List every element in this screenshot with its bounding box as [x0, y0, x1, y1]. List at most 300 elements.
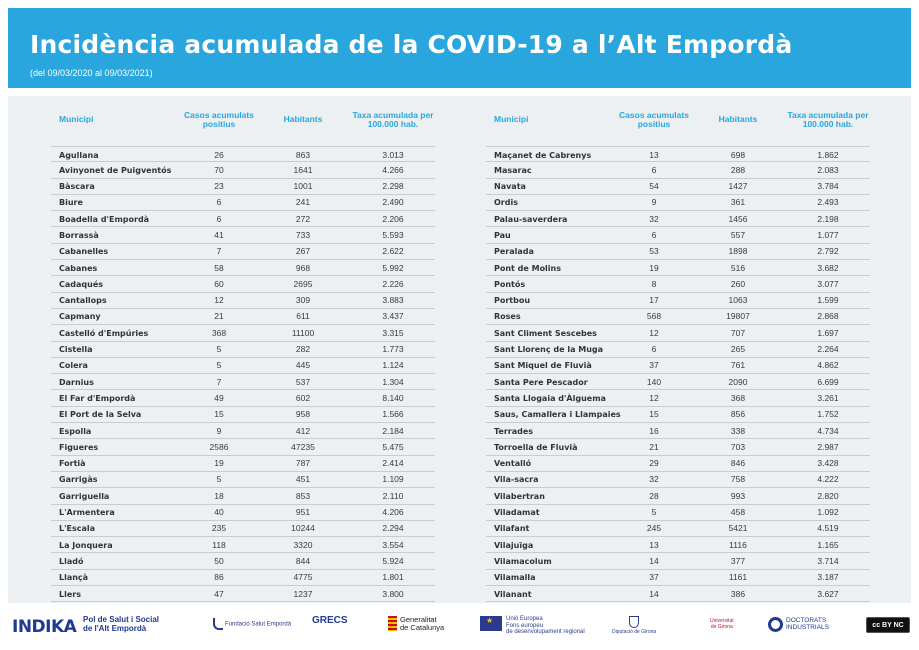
- col-casos: Casos acumulats positius: [619, 110, 689, 129]
- table-row: [486, 244, 870, 260]
- indika-line1: Pol de Salut i Social: [83, 615, 160, 624]
- municipi-cell: Pau: [494, 230, 511, 240]
- municipi-cell: Fortià: [59, 459, 86, 469]
- municipi-cell: Castelló d'Empúries: [59, 328, 149, 338]
- table-row: [51, 586, 435, 602]
- municipi-cell: Figueres: [59, 442, 99, 452]
- habitants-cell: 1427: [728, 181, 748, 192]
- casos-cell: 6: [651, 229, 657, 240]
- casos-cell: 6: [216, 213, 222, 224]
- casos-cell: 14: [649, 588, 659, 599]
- habitants-cell: 968: [295, 262, 311, 273]
- taxa-cell: 2.110: [382, 490, 404, 501]
- municipi-cell: Borrassà: [59, 230, 99, 240]
- table-row: [51, 195, 435, 211]
- table-row: [486, 309, 870, 325]
- municipi-cell: Santa Llogaia d'Àlguema: [494, 393, 606, 403]
- casos-cell: 7: [216, 246, 222, 257]
- municipi-cell: Pont de Molins: [494, 263, 561, 273]
- taxa-cell: 4.519: [817, 523, 839, 534]
- taxa-cell: 3.800: [382, 588, 404, 599]
- taxa-cell: 1.801: [382, 572, 404, 583]
- fundacio-logo: [213, 618, 291, 630]
- habitants-cell: 1237: [293, 588, 313, 599]
- eu-flag-icon: [480, 616, 502, 631]
- taxa-cell: 1.124: [382, 360, 404, 371]
- municipi-cell: Viladamat: [494, 508, 540, 518]
- taxa-cell: 2.083: [817, 164, 839, 175]
- habitants-cell: 1001: [293, 181, 313, 192]
- header-banner: [8, 8, 911, 88]
- casos-cell: 235: [211, 523, 227, 534]
- habitants-cell: 761: [730, 360, 746, 371]
- fundacio-logo-icon: [213, 618, 223, 630]
- habitants-cell: 993: [730, 490, 746, 501]
- table-row: [51, 276, 435, 292]
- taxa-cell: 3.784: [817, 181, 839, 192]
- habitants-cell: 288: [730, 164, 746, 175]
- taxa-cell: 6.699: [817, 376, 839, 387]
- casos-cell: 2586: [209, 441, 229, 452]
- table-row: [51, 374, 435, 390]
- page-subtitle: (del 09/03/2020 al 09/03/2021): [30, 68, 153, 78]
- grecs-logo: GRECS: [312, 615, 348, 626]
- table-row: [51, 488, 435, 504]
- habitants-cell: 611: [296, 311, 310, 322]
- taxa-cell: 2.264: [817, 344, 839, 355]
- table-row: [51, 537, 435, 553]
- casos-cell: 37: [649, 572, 659, 583]
- casos-cell: 47: [214, 588, 224, 599]
- habitants-cell: 2090: [728, 376, 748, 387]
- municipi-cell: Ordis: [494, 198, 518, 208]
- col-municipi: Municipi: [494, 114, 529, 124]
- taxa-cell: 1.697: [817, 327, 839, 338]
- table-row: [51, 309, 435, 325]
- col-taxa: Taxa acumulada per 100.000 hab.: [352, 110, 434, 129]
- taxa-cell: 4.206: [382, 507, 404, 518]
- table-row: [486, 146, 870, 162]
- table-row: [51, 390, 435, 406]
- municipi-cell: Pontós: [494, 279, 526, 289]
- table-row: [486, 179, 870, 195]
- casos-cell: 28: [649, 490, 659, 501]
- casos-cell: 37: [649, 360, 659, 371]
- habitants-cell: 2695: [293, 278, 313, 289]
- col-habitants: Habitants: [283, 114, 323, 124]
- taxa-cell: 4.266: [382, 164, 404, 175]
- ue-line2: Fons europeu: [506, 622, 544, 629]
- casos-cell: 18: [214, 490, 224, 501]
- municipi-cell: Capmany: [59, 312, 101, 322]
- taxa-cell: 2.792: [817, 246, 839, 257]
- municipi-cell: Cadaqués: [59, 279, 104, 289]
- doct-line2: INDUSTRIALS: [786, 624, 829, 631]
- table-row: [51, 146, 435, 162]
- municipi-cell: Cabanes: [59, 263, 98, 273]
- casos-cell: 29: [649, 458, 659, 469]
- table-row: [51, 521, 435, 537]
- table-row: [486, 162, 870, 178]
- table-body: [486, 146, 870, 602]
- col-habitants: Habitants: [718, 114, 758, 124]
- municipi-cell: Lladó: [59, 556, 84, 566]
- gencat-bars-icon: [388, 616, 397, 631]
- table-row: [51, 505, 435, 521]
- municipi-cell: Vilamalla: [494, 573, 536, 583]
- casos-cell: 32: [649, 474, 659, 485]
- taxa-cell: 8.140: [382, 392, 404, 403]
- habitants-cell: 309: [295, 295, 311, 306]
- taxa-cell: 3.714: [817, 555, 839, 566]
- taxa-cell: 1.092: [817, 507, 839, 518]
- taxa-cell: 3.627: [817, 588, 839, 599]
- taxa-cell: 2.622: [382, 246, 404, 257]
- municipi-cell: Vilanant: [494, 589, 532, 599]
- table-row: [51, 325, 435, 341]
- casos-cell: 41: [214, 229, 224, 240]
- municipi-cell: Vilajuïga: [494, 540, 534, 550]
- col-taxa: Taxa acumulada per 100.000 hab.: [787, 110, 869, 129]
- diputacio-logo: [612, 616, 656, 635]
- table-row: [51, 244, 435, 260]
- ue-line1: Unió Europea: [506, 616, 543, 622]
- municipi-cell: Darnius: [59, 377, 94, 387]
- data-panel: [8, 96, 911, 603]
- casos-cell: 12: [214, 295, 224, 306]
- municipi-cell: L'Escala: [59, 524, 96, 534]
- table-row: [51, 407, 435, 423]
- table-row: [486, 276, 870, 292]
- casos-cell: 16: [649, 425, 659, 436]
- casos-cell: 50: [214, 555, 224, 566]
- table-left: [51, 110, 435, 602]
- municipi-cell: Sant Miquel de Fluvià: [494, 361, 592, 371]
- habitants-cell: 11100: [291, 327, 315, 338]
- casos-cell: 13: [649, 539, 659, 550]
- footer-logos: [0, 608, 919, 650]
- table-row: [51, 211, 435, 227]
- habitants-cell: 272: [295, 213, 311, 224]
- table-row: [486, 521, 870, 537]
- casos-cell: 26: [214, 149, 224, 160]
- taxa-cell: 2.198: [817, 213, 839, 224]
- table-right: [486, 110, 870, 602]
- doctorats-logo: [768, 617, 829, 632]
- doctorats-ring-icon: [768, 617, 783, 632]
- habitants-cell: 863: [295, 149, 311, 160]
- casos-cell: 6: [216, 197, 222, 208]
- casos-cell: 5: [216, 474, 222, 485]
- habitants-cell: 703: [730, 441, 746, 452]
- municipi-cell: El Far d'Empordà: [59, 393, 136, 403]
- casos-cell: 568: [646, 311, 662, 322]
- taxa-cell: 2.294: [382, 523, 404, 534]
- habitants-cell: 241: [295, 197, 311, 208]
- taxa-cell: 3.883: [382, 295, 404, 306]
- ue-logo: [480, 616, 585, 636]
- gencat-logo: [388, 616, 444, 632]
- municipi-cell: Terrades: [494, 426, 534, 436]
- habitants-cell: 707: [730, 327, 746, 338]
- municipi-cell: L'Armentera: [59, 508, 115, 518]
- casos-cell: 53: [649, 246, 659, 257]
- municipi-cell: Roses: [494, 312, 521, 322]
- casos-cell: 7: [216, 376, 222, 387]
- habitants-cell: 445: [295, 360, 311, 371]
- casos-cell: 118: [212, 539, 226, 550]
- casos-cell: 9: [651, 197, 657, 208]
- taxa-cell: 5.475: [382, 441, 404, 452]
- habitants-cell: 412: [295, 425, 311, 436]
- habitants-cell: 853: [295, 490, 311, 501]
- municipi-cell: Bàscara: [59, 182, 95, 192]
- casos-cell: 23: [214, 181, 224, 192]
- taxa-cell: 2.298: [382, 181, 404, 192]
- casos-cell: 13: [649, 149, 659, 160]
- table-row: [486, 325, 870, 341]
- casos-cell: 32: [649, 213, 659, 224]
- habitants-cell: 368: [730, 392, 746, 403]
- table-row: [51, 358, 435, 374]
- habitants-cell: 537: [295, 376, 311, 387]
- taxa-cell: 5.992: [382, 262, 404, 273]
- taxa-cell: 1.165: [817, 539, 839, 550]
- taxa-cell: 4.862: [817, 360, 839, 371]
- col-municipi: Municipi: [59, 114, 94, 124]
- habitants-cell: 386: [730, 588, 746, 599]
- casos-cell: 6: [651, 344, 657, 355]
- habitants-cell: 361: [730, 197, 746, 208]
- indika-subtitle: [83, 615, 159, 633]
- habitants-cell: 458: [730, 507, 746, 518]
- municipi-cell: Garrigàs: [59, 475, 98, 485]
- taxa-cell: 1.862: [817, 149, 839, 160]
- diputacio-shield-icon: [629, 616, 639, 628]
- taxa-cell: 5.924: [382, 555, 404, 566]
- habitants-cell: 787: [295, 458, 311, 469]
- table-row: [486, 537, 870, 553]
- habitants-cell: 377: [730, 555, 746, 566]
- gencat-line1: Generalitat: [400, 615, 437, 624]
- habitants-cell: 1116: [729, 539, 747, 550]
- doct-line1: DOCTORATS: [786, 617, 827, 624]
- table-row: [51, 472, 435, 488]
- table-row: [486, 586, 870, 602]
- casos-cell: 21: [649, 441, 659, 452]
- taxa-cell: 1.566: [382, 409, 404, 420]
- indika-line2: de l'Alt Empordà: [83, 624, 147, 633]
- taxa-cell: 1.077: [817, 229, 839, 240]
- taxa-cell: 3.554: [382, 539, 404, 550]
- habitants-cell: 5421: [728, 523, 748, 534]
- municipi-cell: Torroella de Fluvià: [494, 442, 578, 452]
- table-body: [51, 146, 435, 602]
- municipi-cell: Masarac: [494, 165, 532, 175]
- municipi-cell: Espolla: [59, 426, 92, 436]
- creative-commons-icon[interactable]: cc BY NC: [866, 617, 910, 633]
- habitants-cell: 557: [730, 229, 746, 240]
- habitants-cell: 951: [295, 507, 311, 518]
- municipi-cell: Santa Pere Pescador: [494, 377, 588, 387]
- table-row: [51, 227, 435, 243]
- habitants-cell: 267: [295, 246, 311, 257]
- taxa-cell: 2.414: [382, 458, 404, 469]
- habitants-cell: 1898: [728, 246, 748, 257]
- habitants-cell: 602: [295, 392, 311, 403]
- taxa-cell: 2.206: [382, 213, 404, 224]
- municipi-cell: Palau-saverdera: [494, 214, 568, 224]
- table-row: [486, 407, 870, 423]
- table-row: [51, 179, 435, 195]
- habitants-cell: 1161: [728, 572, 748, 583]
- taxa-cell: 1.599: [817, 295, 839, 306]
- table-row: [51, 570, 435, 586]
- table-row: [486, 195, 870, 211]
- table-row: [51, 456, 435, 472]
- table-row: [486, 423, 870, 439]
- municipi-cell: Cistella: [59, 345, 93, 355]
- table-header: [51, 110, 435, 146]
- casos-cell: 14: [649, 555, 659, 566]
- habitants-cell: 260: [730, 278, 746, 289]
- table-row: [486, 358, 870, 374]
- habitants-cell: 1641: [293, 164, 313, 175]
- habitants-cell: 451: [295, 474, 311, 485]
- municipi-cell: Saus, Camallera i Llampaies: [494, 410, 621, 420]
- table-row: [486, 505, 870, 521]
- casos-cell: 5: [216, 344, 222, 355]
- municipi-cell: Maçanet de Cabrenys: [494, 150, 592, 160]
- taxa-cell: 1.304: [382, 376, 404, 387]
- taxa-cell: 3.187: [817, 572, 839, 583]
- table-row: [51, 293, 435, 309]
- taxa-cell: 3.077: [817, 278, 839, 289]
- taxa-cell: 2.493: [817, 197, 839, 208]
- municipi-cell: Biure: [59, 198, 83, 208]
- casos-cell: 12: [649, 392, 659, 403]
- table-row: [51, 162, 435, 178]
- taxa-cell: 5.593: [382, 229, 404, 240]
- casos-cell: 12: [649, 327, 659, 338]
- municipi-cell: Sant Climent Sescebes: [494, 328, 597, 338]
- page-title: Incidència acumulada de la COVID-19 a l’Alt Empordà: [30, 30, 793, 59]
- casos-cell: 245: [646, 523, 662, 534]
- casos-cell: 6: [651, 164, 657, 175]
- habitants-cell: 516: [730, 262, 746, 273]
- diputacio-label: Diputació de Girona: [612, 629, 657, 635]
- municipi-cell: Vila-sacra: [494, 475, 539, 485]
- taxa-cell: 3.428: [817, 458, 839, 469]
- taxa-cell: 2.184: [382, 425, 404, 436]
- casos-cell: 40: [214, 507, 224, 518]
- municipi-cell: Vilafant: [494, 524, 530, 534]
- municipi-cell: El Port de la Selva: [59, 410, 142, 420]
- casos-cell: 70: [214, 164, 224, 175]
- taxa-cell: 2.868: [817, 311, 839, 322]
- table-row: [51, 439, 435, 455]
- habitants-cell: 10244: [291, 523, 315, 534]
- habitants-cell: 844: [295, 555, 311, 566]
- casos-cell: 368: [211, 327, 227, 338]
- municipi-cell: Peralada: [494, 247, 534, 257]
- municipi-cell: Portbou: [494, 296, 531, 306]
- table-row: [486, 227, 870, 243]
- casos-cell: 21: [214, 311, 224, 322]
- habitants-cell: 338: [730, 425, 746, 436]
- table-row: [486, 260, 870, 276]
- municipi-cell: Agullana: [59, 150, 99, 160]
- casos-cell: 5: [216, 360, 222, 371]
- udg-logo: [710, 618, 734, 630]
- municipi-cell: Vilamacolum: [494, 556, 552, 566]
- habitants-cell: 733: [295, 229, 311, 240]
- table-row: [51, 423, 435, 439]
- habitants-cell: 846: [730, 458, 746, 469]
- habitants-cell: 282: [295, 344, 311, 355]
- casos-cell: 15: [214, 409, 224, 420]
- table-row: [486, 472, 870, 488]
- casos-cell: 8: [651, 278, 657, 289]
- habitants-cell: 758: [730, 474, 746, 485]
- habitants-cell: 3320: [293, 539, 313, 550]
- taxa-cell: 3.682: [817, 262, 839, 273]
- municipi-cell: Sant Llorenç de la Muga: [494, 345, 604, 355]
- taxa-cell: 3.013: [382, 149, 404, 160]
- gencat-line2: de Catalunya: [400, 623, 445, 632]
- udg-line2: de Girona: [710, 624, 733, 630]
- casos-cell: 9: [216, 425, 222, 436]
- casos-cell: 86: [214, 572, 224, 583]
- table-row: [51, 553, 435, 569]
- taxa-cell: 3.261: [817, 392, 839, 403]
- casos-cell: 54: [649, 181, 659, 192]
- taxa-cell: 1.109: [382, 474, 404, 485]
- casos-cell: 19: [649, 262, 659, 273]
- habitants-cell: 1456: [728, 213, 748, 224]
- ue-line3: de desenvolupament regional: [506, 629, 585, 635]
- municipi-cell: Boadella d'Empordà: [59, 214, 150, 224]
- municipi-cell: Colera: [59, 361, 88, 371]
- municipi-cell: Navata: [494, 182, 526, 192]
- municipi-cell: Cabanelles: [59, 247, 109, 257]
- municipi-cell: La Jonquera: [59, 540, 113, 550]
- fundacio-label: Fundació Salut Empordà: [225, 621, 292, 628]
- municipi-cell: Vilabertran: [494, 491, 545, 501]
- taxa-cell: 3.437: [382, 311, 404, 322]
- taxa-cell: 1.773: [382, 344, 404, 355]
- taxa-cell: 2.820: [817, 490, 839, 501]
- habitants-cell: 265: [730, 344, 746, 355]
- casos-cell: 15: [649, 409, 659, 420]
- habitants-cell: 856: [730, 409, 746, 420]
- taxa-cell: 1.752: [817, 409, 839, 420]
- taxa-cell: 4.222: [817, 474, 839, 485]
- municipi-cell: Llançà: [59, 573, 89, 583]
- table-row: [486, 293, 870, 309]
- udg-line1: Universitat: [710, 618, 734, 624]
- casos-cell: 60: [214, 278, 224, 289]
- habitants-cell: 698: [730, 149, 746, 160]
- habitants-cell: 19807: [726, 311, 750, 322]
- table-row: [51, 342, 435, 358]
- taxa-cell: 2.987: [817, 441, 839, 452]
- table-row: [486, 439, 870, 455]
- habitants-cell: 4775: [293, 572, 313, 583]
- casos-cell: 49: [214, 392, 224, 403]
- table-row: [486, 570, 870, 586]
- habitants-cell: 47235: [291, 441, 315, 452]
